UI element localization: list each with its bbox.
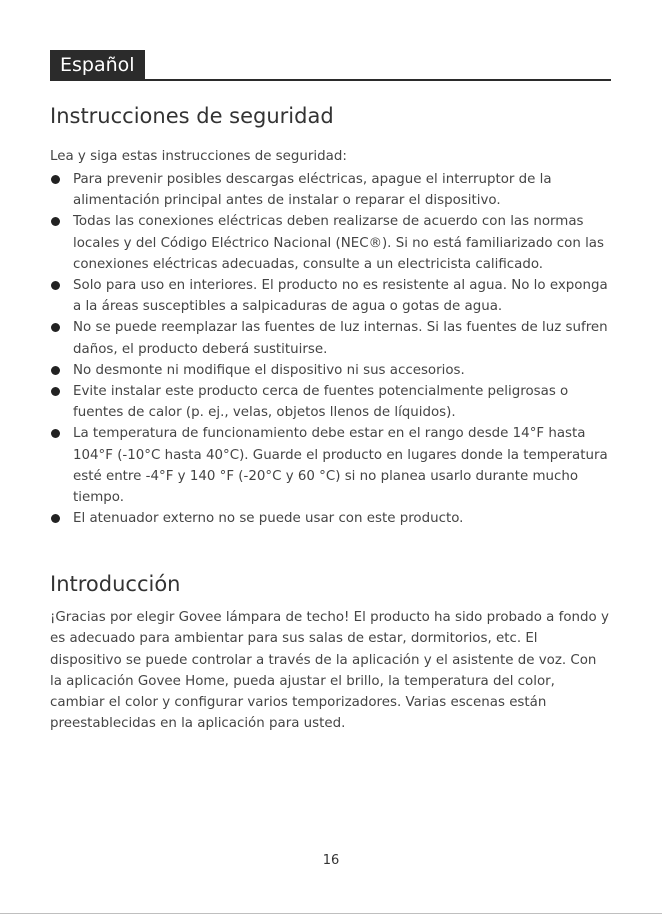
list-item [50, 423, 610, 508]
list-item [50, 169, 610, 211]
header-rule [50, 79, 611, 81]
safety-intro: Lea y siga estas instrucciones de seguridad: [50, 149, 347, 164]
page-number: 16 [322, 853, 340, 868]
list-item-text: Todas las conexiones eléctricas deben realizarse de acuerdo con las normas locales y del Código Eléctrico Nacional (NEC®). Si no está familiarizado con las conexiones eléctricas adecuadas, consulte a un electricista calificado. [73, 214, 604, 272]
introduction-body: ¡Gracias por elegir Govee lámpara de techo! El producto ha sido probado a fondo y es adecuado para ambientar para sus salas de estar, dormitorios, etc. El dispositivo se puede controlar a través de la aplicación y el asistente de voz. Con la aplicación Govee Home, pueda ajustar el brillo, la temperatura del color, cambiar el color y configurar varios temporizadores. Varias escenas están preestablecidas en la aplicación para usted. [50, 610, 609, 732]
list-item-text: Solo para uso en interiores. El producto no es resistente al agua. No lo exponga a la áreas susceptibles a salpicaduras de agua o gotas de agua. [73, 278, 608, 315]
list-item-text: Para prevenir posibles descargas eléctricas, apague el interruptor de la alimentación principal antes de instalar o reparar el dispositivo. [73, 172, 552, 209]
bullet-icon [51, 387, 60, 396]
list-item [50, 508, 610, 529]
safety-list [50, 169, 610, 529]
list-item-text: El atenuador externo no se puede usar con este producto. [73, 511, 464, 527]
list-item [50, 381, 610, 423]
bullet-icon [51, 429, 60, 438]
list-item-text: No se puede reemplazar las fuentes de luz internas. Si las fuentes de luz sufren daños, el producto deberá sustituirse. [73, 320, 608, 357]
bullet-icon [51, 514, 60, 523]
list-item [50, 211, 610, 275]
bullet-icon [51, 175, 60, 184]
bullet-icon [51, 281, 60, 290]
language-header [50, 50, 611, 81]
list-item [50, 360, 610, 381]
list-item-text: La temperatura de funcionamiento debe estar en el rango desde 14°F hasta 104°F (-10°C hasta 40°C). Guarde el producto en lugares donde la temperatura esté entre -4°F y 140 °F (-20°C y 60 °C) si no planea usarlo durante mucho tiempo. [73, 426, 608, 506]
list-item [50, 317, 610, 359]
list-item-text: No desmonte ni modifique el dispositivo ni sus accesorios. [73, 362, 465, 378]
list-item-text: Evite instalar este producto cerca de fuentes potencialmente peligrosas o fuentes de calor (p. ej., velas, objetos llenos de líquidos). [73, 384, 569, 421]
bullet-icon [51, 366, 60, 375]
language-tab: Español [50, 50, 145, 81]
safety-title: Instrucciones de seguridad [50, 104, 334, 128]
list-item [50, 275, 610, 317]
bullet-icon [51, 217, 60, 226]
bullet-icon [51, 323, 60, 332]
introduction-title: Introducción [50, 572, 181, 596]
